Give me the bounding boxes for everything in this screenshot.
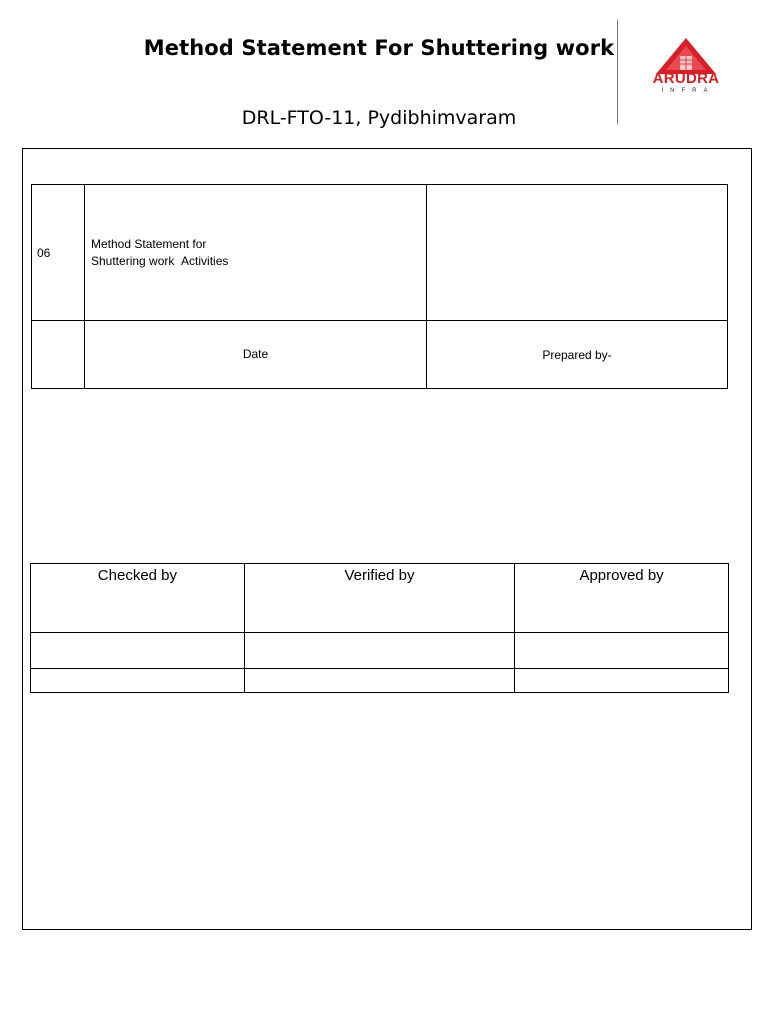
logo-name: ARUDRA [652,70,720,87]
checked-by-header: Checked by [31,564,245,633]
revision-extra [427,185,728,321]
document-title: Method Statement For Shuttering work [143,36,615,60]
table-row [32,321,728,389]
verified-by-date [244,669,514,693]
logo-divider [617,20,618,124]
approved-by-date [515,669,729,693]
checked-by-date [31,669,245,693]
description-line-2: Shuttering work Activities [91,253,229,268]
verified-by-header: Verified by [244,564,514,633]
prepared-by-label: Prepared by- [427,321,728,389]
checked-by-signature [31,633,245,669]
approved-by-header: Approved by [515,564,729,633]
revision-number-empty [32,321,85,389]
document-subtitle: DRL-FTO-11, Pydibhimvaram [241,107,517,129]
table-row [31,669,729,693]
table-row [32,185,728,321]
verified-by-signature [244,633,514,669]
date-label: Date [85,321,427,389]
revision-description [85,185,427,321]
approved-by-signature [515,633,729,669]
revision-number: 06 [32,185,85,321]
logo-tagline: INFRA [661,88,715,94]
table-row [31,564,729,633]
approval-table [30,563,729,693]
revision-table [31,184,728,389]
description-line-1: Method Statement for [91,236,207,251]
table-row [31,633,729,669]
